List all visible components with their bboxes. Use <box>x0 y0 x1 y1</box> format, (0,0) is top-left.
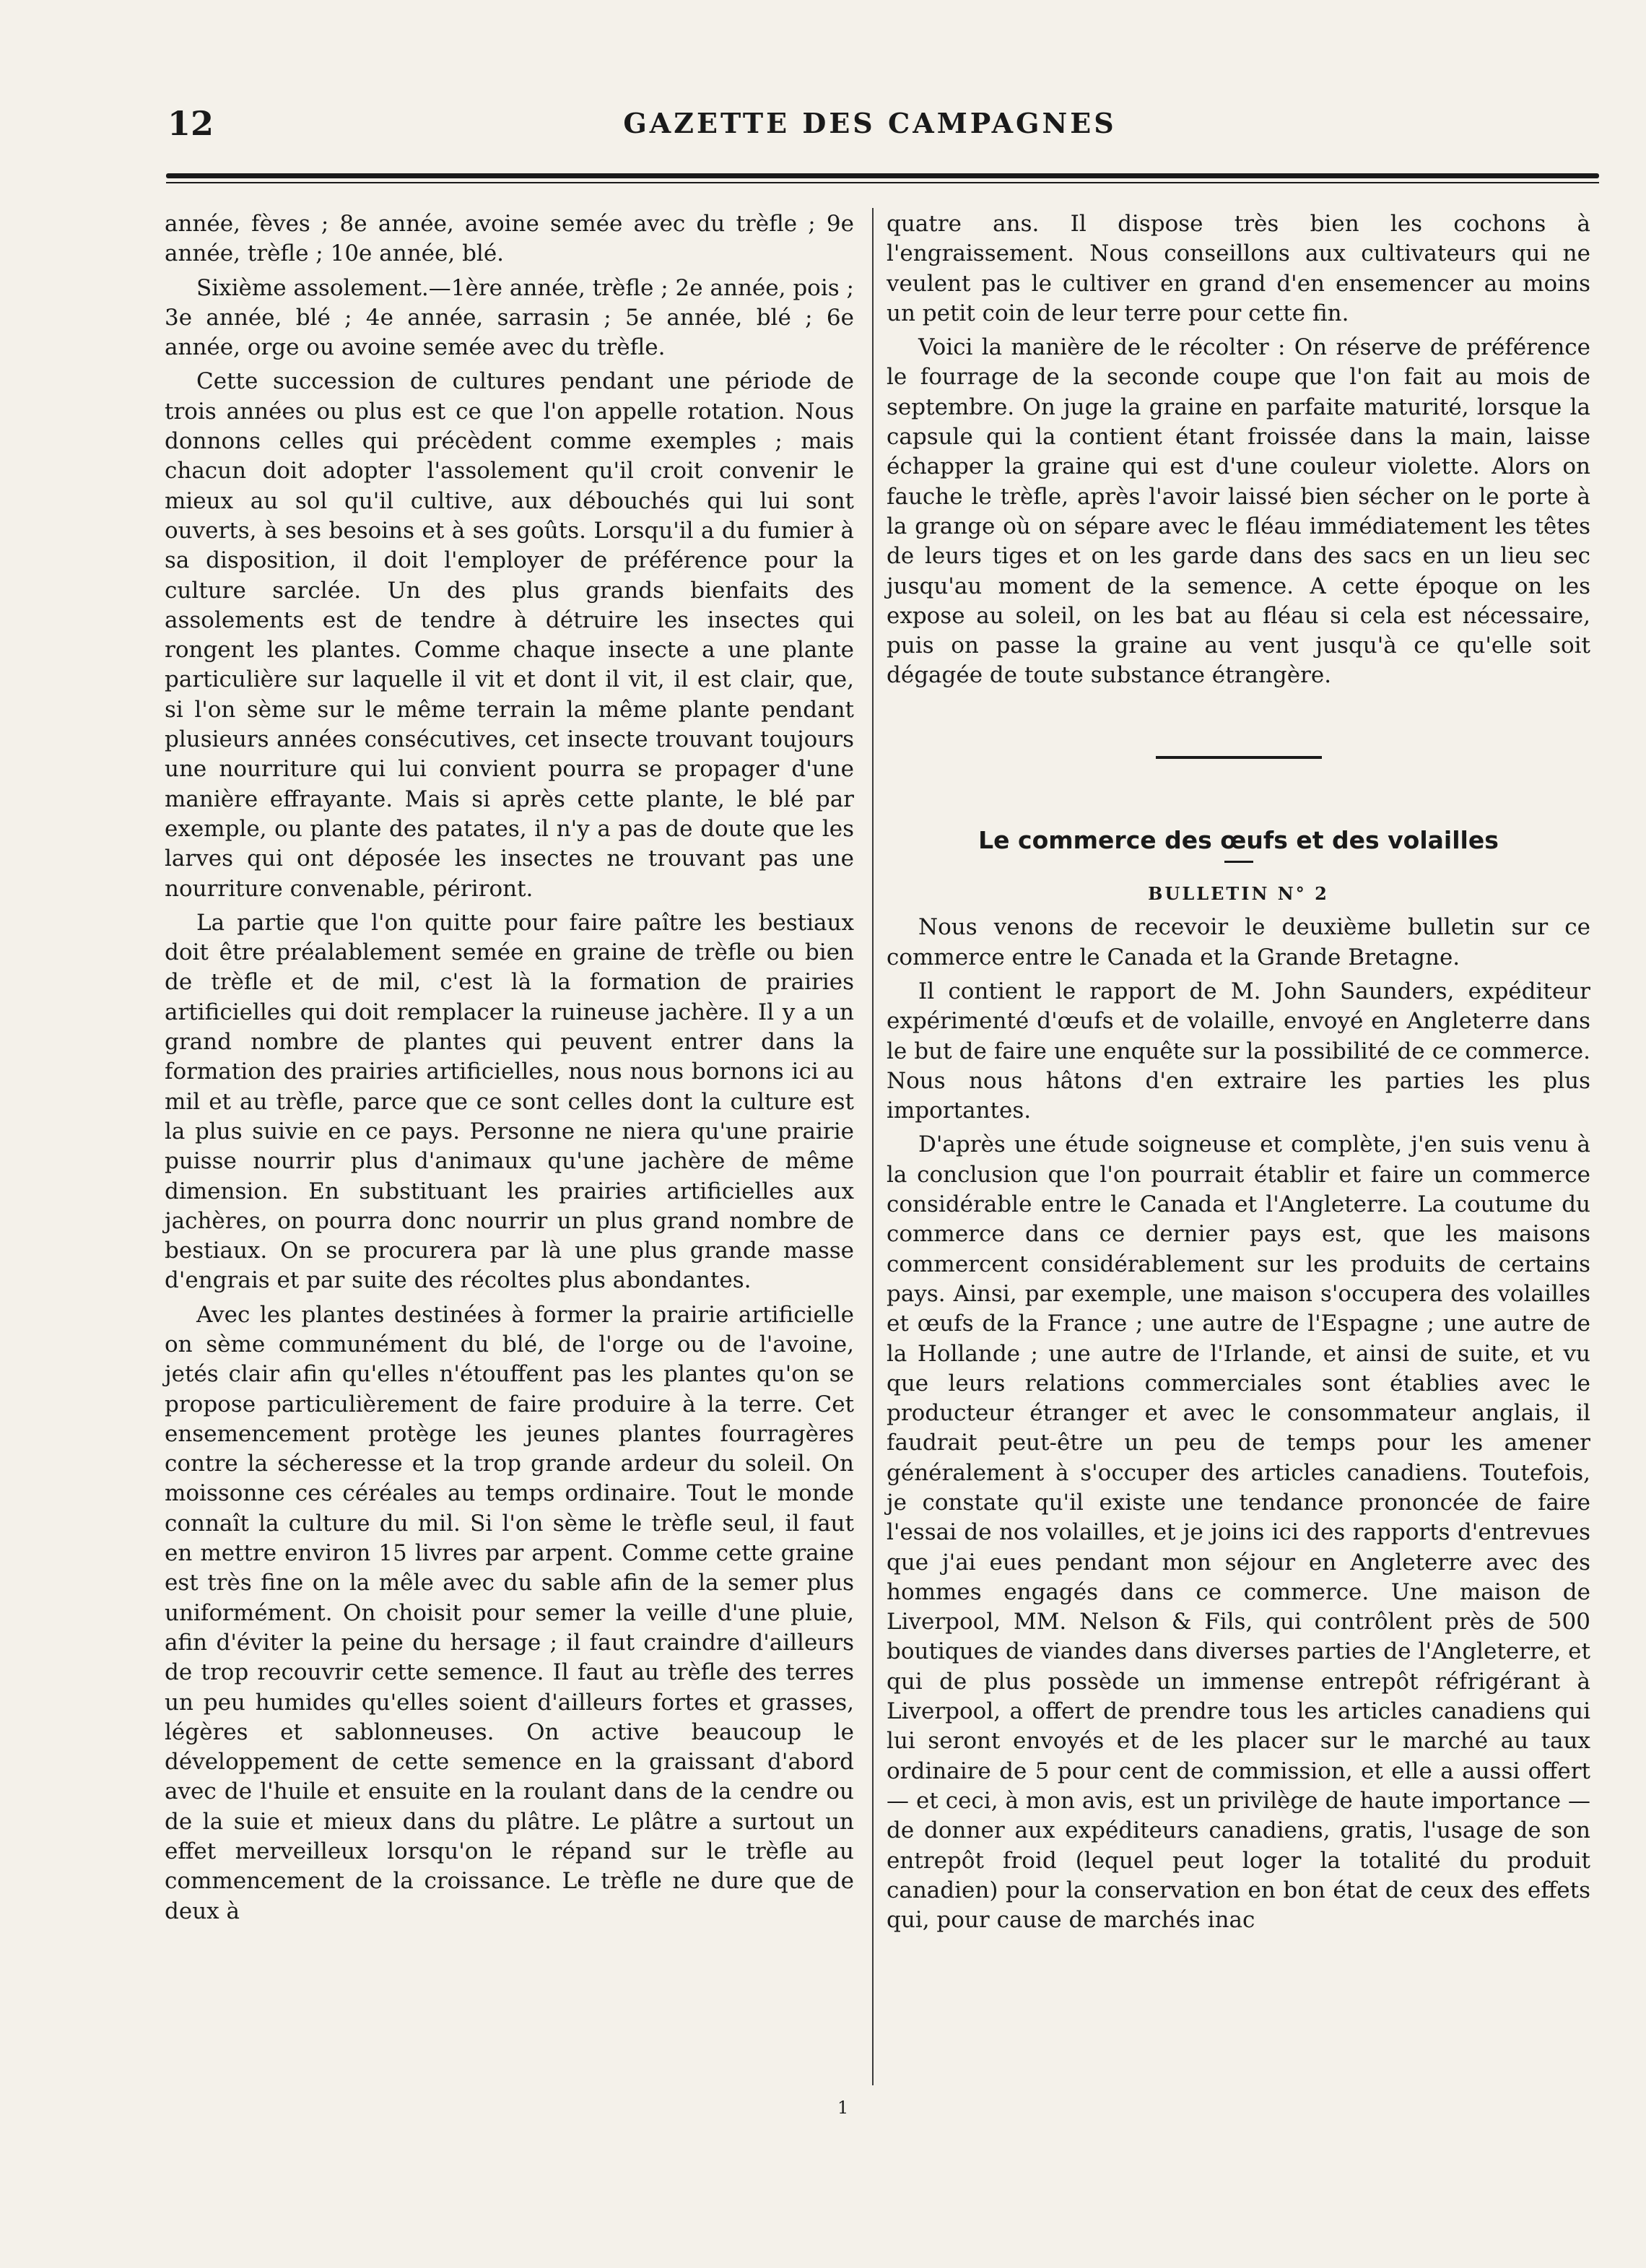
paragraph: Nous venons de recevoir le deuxième bulletin sur ce commerce entre le Canada et la Grande Bretagne. <box>887 914 1590 970</box>
right-column <box>887 209 1590 1939</box>
paragraph: Voici la manière de le récolter : On réserve de préférence le fourrage de la seconde coupe que l'on fait au mois de septembre. On juge la graine en parfaite maturité, lorsque la capsule qui la contient étant froissée dans la main, laisse échapper la graine qui est d'une couleur violette. Alors on fauche le trèfle, après l'avoir laissé bien sécher on le porte à la grange où on sépare avec le fléau immédiatement les têtes de leurs tiges et on les garde dans des sacs en un lieu sec jusqu'au moment de la semence. A cette époque on les expose au soleil, on les bat au fléau si cela est nécessaire, puis on passe la graine au vent jusqu'à ce qu'elle soit dégagée de toute substance étrangère. <box>887 334 1590 689</box>
paragraph: Sixième assolement.—1ère année, trèfle ; 2e année, pois ; 3e année, blé ; 4e année, sarrasin ; 5e année, blé ; 6e année, orge ou avoine semée avec du trèfle. <box>165 274 854 361</box>
section-title: Le commerce des œufs et des volailles <box>978 825 1499 854</box>
page-number: 12 <box>167 104 214 143</box>
column-divider <box>872 208 874 2085</box>
paragraph: Cette succession de cultures pendant une période de trois années ou plus est ce que l'on appelle rotation. Nous donnons celles qui précèdent comme exemples ; mais chacun doit adopter l'assolement qu'il croit convenir le mieux au sol qu'il cultive, aux débouchés qui lui sont ouverts, à ses besoins et à ses goûts. Lorsqu'il a du fumier à sa disposition, il doit l'employer de préférence pour la culture sarclée. Un des plus grands bienfaits des assolements est de tendre à détruire les insectes qui rongent les plantes. Comme chaque insecte a une plante particulière sur laquelle il vit et dont il vit, il est clair, que, si l'on sème sur le même terrain la même plante pendant plusieurs années consécutives, cet insecte trouvant toujours une nourriture qui lui convient pourra se propager d'une manière effrayante. Mais si après cette plante, le blé par exemple, ou plante des patates, il n'y a pas de doute que les larves qui ont déposée les insectes ne trouvant pas une nourriture convenable, périront. <box>165 368 854 902</box>
paragraph: année, fèves ; 8e année, avoine semée avec du trèfle ; 9e année, trèfle ; 10e année, blé. <box>165 211 854 267</box>
section-separator <box>1156 756 1322 759</box>
left-column <box>165 209 854 1931</box>
header-rule <box>166 173 1599 178</box>
paragraph: quatre ans. Il dispose très bien les cochons à l'engraissement. Nous conseillons aux cultivateurs qui ne veulent pas le cultiver en grand d'en ensemencer au moins un petit coin de leur terre pour cette fin. <box>887 211 1590 326</box>
header-rule-thin <box>166 182 1599 183</box>
paragraph: La partie que l'on quitte pour faire paître les bestiaux doit être préalablement semée en graine de trèfle ou bien de trèfle et de mil, c'est là la formation de prairies artificielles qui doit remplacer la ruineuse jachère. Il y a un grand nombre de plantes qui peuvent entrer dans la formation des prairies artificielles, nous nous bornons ici au mil et au trèfle, parce que ce sont celles dont la culture est la plus suivie en ce pays. Personne ne niera qu'une prairie puisse nourrir plus d'animaux qu'une jachère de même dimension. En substituant les prairies artificielles aux jachères, on pourra donc nourrir un plus grand nombre de bestiaux. On se procurera par là une plus grande masse d'engrais et par suite des récoltes plus abondantes. <box>165 909 854 1294</box>
paragraph: Il contient le rapport de M. John Saunders, expéditeur expérimenté d'œufs et de volaille, envoyé en Angleterre dans le but de faire une enquête sur la possibilité de ce commerce. Nous nous hâtons d'en extraire les parties les plus importantes. <box>887 978 1590 1124</box>
title-dash <box>1224 861 1253 863</box>
bulletin-label: BULLETIN N° 2 <box>1148 883 1329 905</box>
paragraph: Avec les plantes destinées à former la prairie artificielle on sème communément du blé, de l'orge ou de l'avoine, jetés clair afin qu'elles n'étouffent pas les plantes qu'on se propose particulièrement de faire produire à la terre. Cet ensemencement protège les jeunes plantes fourragères contre la sécheresse et la trop grande ardeur du soleil. On moissonne ces céréales au temps ordinaire. Tout le monde connaît la culture du mil. Si l'on sème le trèfle seul, il faut en mettre environ 15 livres par arpent. Comme cette graine est très fine on la mêle avec du sable afin de la semer plus uniformément. On choisit pour semer la veille d'une pluie, afin d'éviter la peine du hersage ; il faut craindre d'ailleurs de trop recouvrir cette semence. Il faut au trèfle des terres un peu humides qu'elles soient d'ailleurs fortes et grasses, légères et sablonneuses. On active beaucoup le développement de cette semence en la graissant d'abord avec de l'huile et ensuite en la roulant dans de la cendre ou de la suie et mieux dans du plâtre. Le plâtre a surtout un effet merveilleux lorsqu'on le répand sur le trèfle au commencement de la croissance. Le trèfle ne dure que de deux à <box>165 1301 854 1924</box>
paragraph: D'après une étude soigneuse et complète, j'en suis venu à la conclusion que l'on pourrait établir et faire un commerce considérable entre le Canada et l'Angleterre. La coutume du commerce dans ce dernier pays est, que les maisons commercent considérablement sur les produits de certains pays. Ainsi, par exemple, une maison s'occupera des volailles et œufs de la France ; une autre de l'Espagne ; une autre de la Hollande ; une autre de l'Irlande, et ainsi de suite, et vu que leurs relations commerciales sont établies avec le producteur étranger et avec le consommateur anglais, il faudrait peut-être un peu de temps pour les amener généralement à s'occuper des articles canadiens. Toutefois, je constate qu'il existe une tendance prononcée de faire l'essai de nos volailles, et je joins ici des rapports d'entrevues que j'ai eues pendant mon séjour en Angleterre avec des hommes engagés dans ce commerce. Une maison de Liverpool, MM. Nelson & Fils, qui contrôlent près de 500 boutiques de viandes dans diverses parties de l'Angleterre, et qui de plus possède un immense entrepôt réfrigérant à Liverpool, a offert de prendre tous les articles canadiens qui lui seront envoyés et de les placer sur le marché au taux ordinaire de 5 pour cent de commission, et elle a aussi offert — et ceci, à mon avis, est un privilège de haute importance — de donner aux expéditeurs canadiens, gratis, l'usage de son entrepôt froid (lequel peut loger la totalité du produit canadien) pour la conservation en bon état de ceux des effets qui, pour cause de marchés inac <box>887 1131 1590 1934</box>
footer-mark: 1 <box>837 2098 849 2118</box>
running-title: GAZETTE DES CAMPAGNES <box>623 107 1117 139</box>
page-header <box>152 101 1588 152</box>
